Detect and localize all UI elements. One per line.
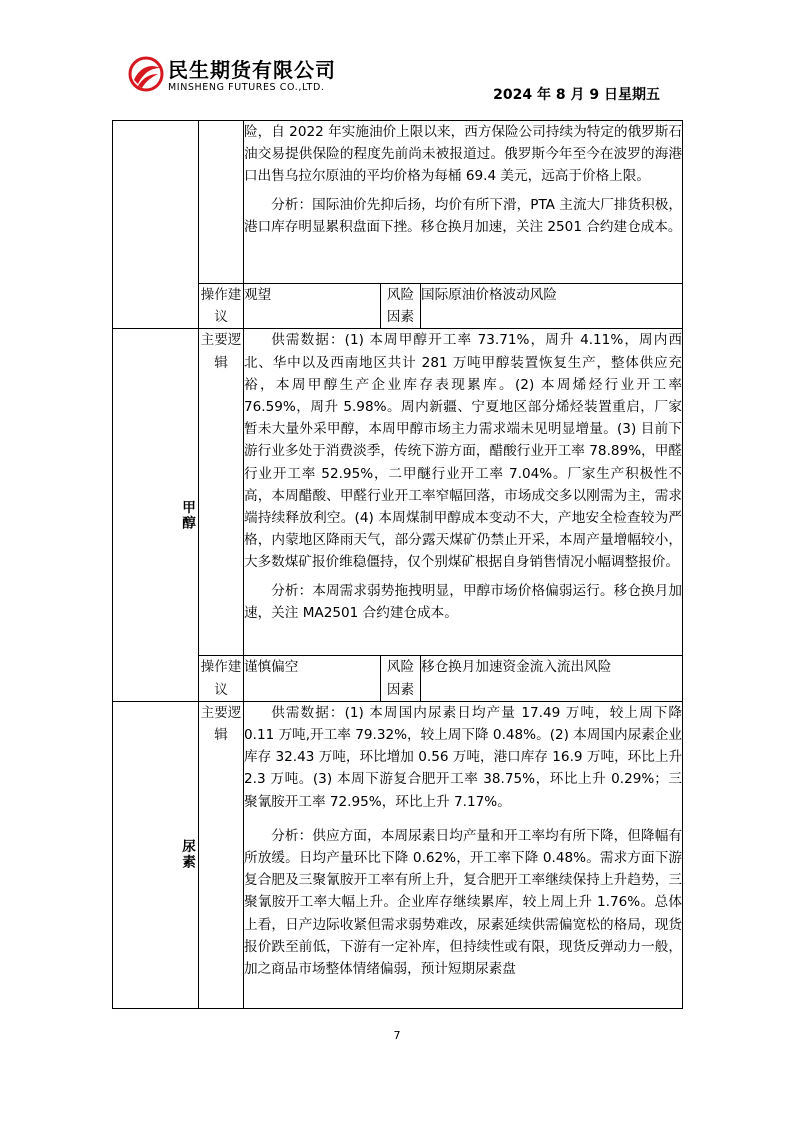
commodity-analysis-table bbox=[112, 120, 683, 1009]
urea-logic-cell bbox=[244, 701, 683, 1008]
operation-label: 操作建议 bbox=[199, 656, 244, 701]
risk-label: 风险因素 bbox=[381, 284, 421, 329]
risk-label: 风险因素 bbox=[381, 656, 421, 701]
pta-analysis-paragraph: 分析：国际油价先抑后扬，均价有所下滑，PTA 主流大厂排货积极，港口库存明显累积盘面下挫。移仓换月加速，关注 2501 合约建仓成本。 bbox=[244, 196, 683, 235]
table-row bbox=[113, 284, 683, 329]
operation-value: 观望 bbox=[244, 284, 381, 329]
operation-label: 操作建议 bbox=[199, 284, 244, 329]
logic-label: 主要逻辑 bbox=[199, 329, 244, 656]
urea-analysis-paragraph: 分析：供应方面，本周尿素日均产量和开工率均有所下降，但降幅有所放缓。日均产量环比下降 0.62%，开工率下降 0.48%。需求方面下游复合肥及三聚氰胺开工率有所上升，复合肥开工率继续保持上升趋势，三聚氰胺开工率大幅上升。企业库存继续累库，较上周上升 1.76%。总体上看，日产边际收紧但需求弱势难改，尿素延续供需偏宽松的格局，现货报价跌至前低，下游有一定补库，但持续性或有限，现货反弹动力一般，加之商品市场整体情绪偏弱，预计短期尿素盘 bbox=[244, 827, 683, 978]
minsheng-logo-icon bbox=[128, 56, 164, 92]
table-row bbox=[113, 701, 683, 1008]
logic-label-cell bbox=[199, 121, 244, 284]
table-row bbox=[113, 329, 683, 656]
pta-logic-cell bbox=[244, 121, 683, 284]
methanol-supply-demand-paragraph: 供需数据：(1) 本周甲醇开工率 73.71%，周升 4.11%，周内西北、华中以及西南地区共计 281 万吨甲醇装置恢复生产，整体供应充裕，本周甲醇生产企业库存表现累库。(2) 本周烯烃行业开工率 76.59%，周升 5.98%。周内新疆、宁夏地区部分烯烃装置重启，厂家暂未大量外采甲醇，本周甲醇市场主力需求端未见明显增量。(3) 目前下游行业多处于消费淡季，传统下游方面，醋酸行业开工率 78.89%，甲醛行业开工率 52.95%，二甲醚行业开工率 7.04%。厂家生产积极性不高，本周醋酸、甲醛行业开工率窄幅回落，市场成交多以刚需为主，需求端持续释放利空。(4) 本周煤制甲醇成本变动不大，产地安全检查较为严格，内蒙地区降雨天气，部分露天煤矿仍禁止开采，本周产量增幅较小，大多数煤矿报价维稳僵持，仅个别煤矿根据自身销售情况小幅调整报价。 bbox=[244, 332, 683, 571]
pta-logic-paragraph: 险，自 2022 年实施油价上限以来，西方保险公司持续为特定的俄罗斯石油交易提供保险的程度先前尚未被报道过。俄罗斯今年至今在波罗的海港口出售乌拉尔原油的平均价格为每桶 69.4 美元，远高于价格上限。 bbox=[244, 124, 683, 185]
report-date: 2024 年 8 月 9 日星期五 bbox=[493, 87, 660, 103]
methanol-analysis-paragraph: 分析：本周需求弱势拖拽明显，甲醇市场价格偏弱运行。移仓换月加速，关注 MA2501 合约建仓成本。 bbox=[244, 582, 683, 621]
company-logo bbox=[128, 52, 368, 100]
category-urea: 尿素 bbox=[113, 701, 199, 1008]
logic-label: 主要逻辑 bbox=[199, 701, 244, 1008]
risk-value: 国际原油价格波动风险 bbox=[421, 284, 683, 329]
company-name-en: MINSHENG FUTURES CO.,LTD. bbox=[168, 82, 325, 93]
urea-supply-demand-paragraph: 供需数据：(1) 本周国内尿素日均产量 17.49 万吨，较上周下降 0.11 万吨,开工率 79.32%，较上周下降 0.48%。(2) 本周国内尿素企业库存 32.43 万吨，环比增加 0.56 万吨，港口库存 16.9 万吨，环比上升 2.3 万吨。(3) 本周下游复合肥开工率 38.75%，环比上升 0.29%；三聚氰胺开工率 72.95%，环比上升 7.17%。 bbox=[244, 704, 683, 810]
category-cell-pta bbox=[113, 121, 199, 329]
table-row bbox=[113, 121, 683, 284]
company-name-cn: 民生期货有限公司 bbox=[168, 58, 336, 82]
methanol-logic-cell bbox=[244, 329, 683, 656]
category-methanol: 甲醇 bbox=[113, 329, 199, 701]
operation-value: 谨慎偏空 bbox=[244, 656, 381, 701]
table-row bbox=[113, 656, 683, 701]
risk-value: 移仓换月加速资金流入流出风险 bbox=[421, 656, 683, 701]
page-number: 7 bbox=[393, 1029, 401, 1042]
